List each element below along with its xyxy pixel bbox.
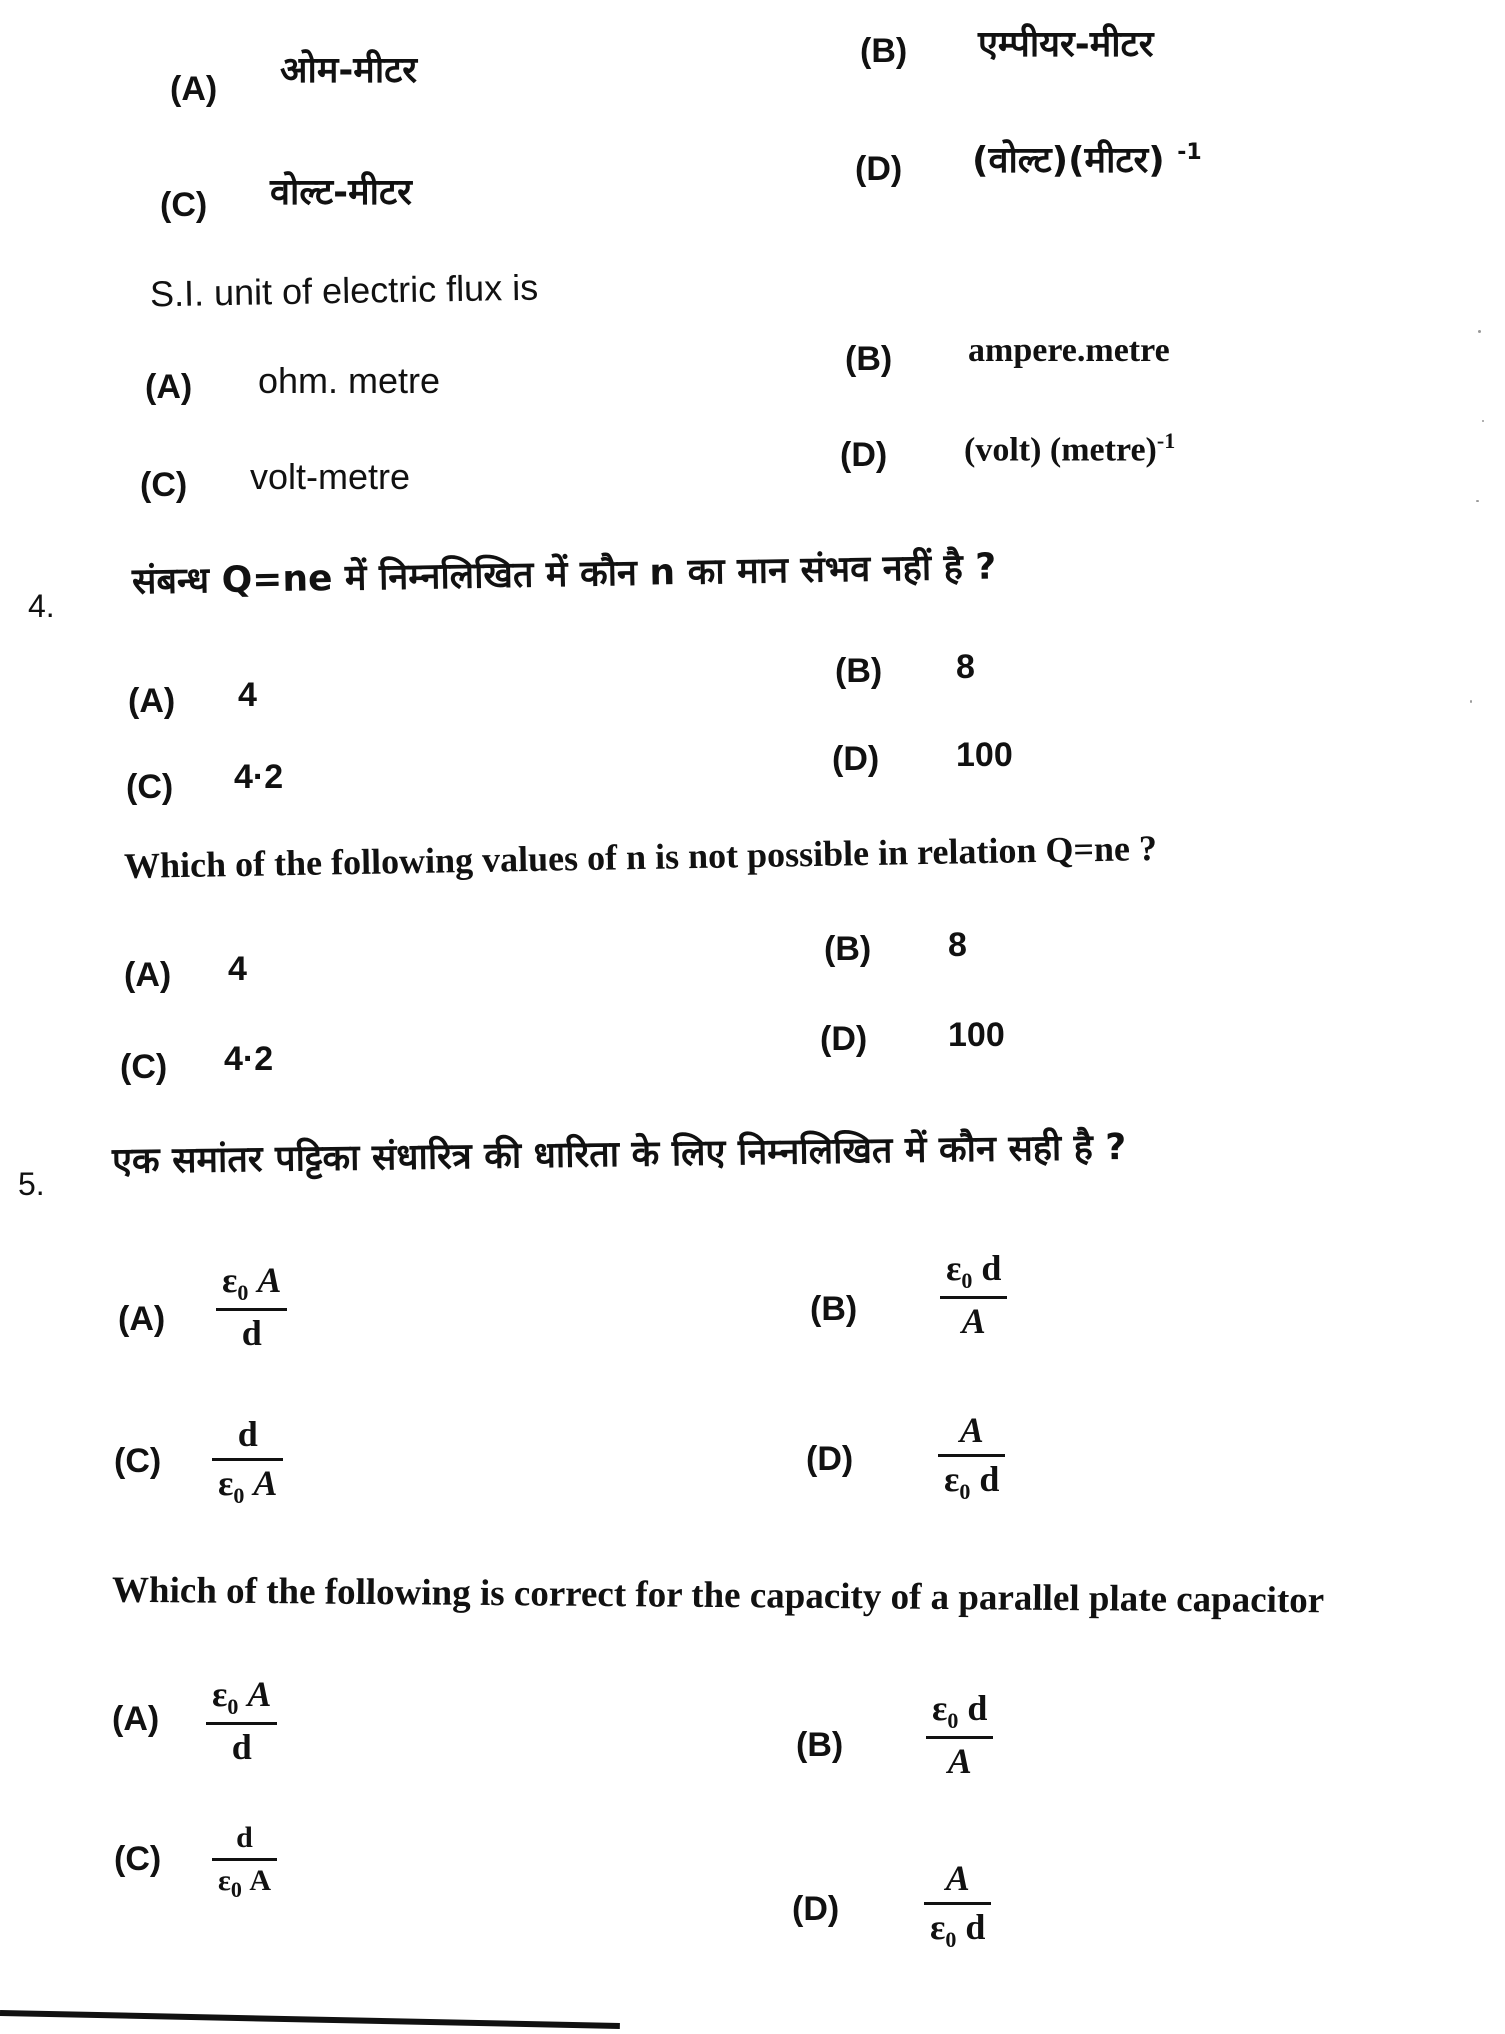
q4-hindi-option-a-text: 4 [238,676,257,714]
q4-english-option-a-text: 4 [228,950,247,988]
q5-number: 5. [18,1166,45,1202]
q4-english-question: Which of the following values of n is not possible in relation Q=ne ? [123,827,1158,887]
page-bottom-rule [0,2010,620,2029]
q4-hindi-option-d-label: (D) [832,740,880,778]
q5-english-option-b-fraction: $\varepsilon_0$ d A [926,1690,993,1781]
q4-hindi-option-c-label: (C) [126,768,174,806]
q3-english-option-c-text: volt-metre [250,456,411,497]
q4-english-option-d-text: 100 [948,1016,1005,1054]
q5-hindi-option-d-label: (D) [806,1440,854,1478]
q5-hindi-option-d-fraction: A $\varepsilon_0$ d [938,1412,1005,1503]
q5-english-option-a-label: (A) [112,1700,160,1738]
q5-hindi-option-a-fraction: $\varepsilon_0$ A d [216,1262,287,1353]
q3-english-question: S.I. unit of electric flux is [149,266,539,315]
q5-english-option-d-fraction: A $\varepsilon_0$ d [924,1860,991,1951]
q5-hindi-option-b-fraction: $\varepsilon_0$ d A [940,1250,1007,1341]
q4-hindi-option-d-text: 100 [956,736,1013,774]
q3-hindi-option-a-label: (A) [170,70,218,108]
q4-english-option-b-label: (B) [824,930,872,968]
q3-hindi-option-b-text: एम्पीयर-मीटर [978,24,1154,65]
q5-english-option-d-label: (D) [792,1890,840,1928]
q5-hindi-option-b-label: (B) [810,1290,858,1328]
q3-hindi-option-a-text: ओम-मीटर [280,50,418,91]
q3-english-option-d-text: (volt) (metre)$^{-1}$ [964,428,1176,469]
q3-english-option-a-text: ohm. metre [258,360,441,401]
q4-english-option-b-text: 8 [948,926,967,964]
q5-english-question: Which of the following is correct for the capacity of a parallel plate capacitor [111,1569,1325,1622]
q4-english-option-d-label: (D) [820,1020,868,1058]
q4-hindi-option-c-text: 4·2 [234,758,284,796]
q4-number: 4. [28,588,55,624]
q3-english-option-a-label: (A) [145,368,193,406]
q5-english-option-a-fraction: $\varepsilon_0$ A d [206,1676,277,1767]
q5-english-option-c-label: (C) [114,1840,162,1878]
q3-hindi-option-d-text: (वोल्ट)(मीटर) $^{-1}$ [972,140,1202,181]
scan-speck [1470,700,1472,703]
q3-hindi-option-b-label: (B) [860,32,908,70]
q3-english-option-b-label: (B) [845,340,893,378]
scan-speck [1482,420,1484,422]
q4-hindi-question: संबन्ध Q=ne में निम्नलिखित में कौन n का मान संभव नहीं है ? [131,546,997,603]
q5-hindi-option-c-label: (C) [114,1442,162,1480]
q5-hindi-option-a-label: (A) [118,1300,166,1338]
q4-hindi-option-b-label: (B) [835,652,883,690]
q3-hindi-option-c-label: (C) [160,186,208,224]
q5-hindi-question: एक समांतर पट्टिका संधारित्र की धारिता के लिए निम्नलिखित में कौन सही है ? [111,1126,1127,1183]
scan-speck [1476,500,1479,502]
q3-hindi-option-d-label: (D) [855,150,903,188]
q5-english-option-c-fraction: d $\varepsilon_0$ A [212,1822,277,1901]
q4-hindi-option-a-label: (A) [128,682,176,720]
q5-hindi-option-c-fraction: d $\varepsilon_0$ A [212,1416,283,1507]
q4-hindi-option-b-text: 8 [956,648,975,686]
q4-english-option-c-text: 4·2 [224,1040,274,1078]
q4-english-option-a-label: (A) [124,956,172,994]
q5-english-option-b-label: (B) [796,1726,844,1764]
scan-speck [1478,330,1481,333]
q3-english-option-c-label: (C) [140,466,188,504]
q3-english-option-d-label: (D) [840,436,888,474]
q3-english-option-b-text: ampere.metre [968,332,1170,369]
q3-hindi-option-c-text: वोल्ट-मीटर [270,172,412,213]
q4-english-option-c-label: (C) [120,1048,168,1086]
